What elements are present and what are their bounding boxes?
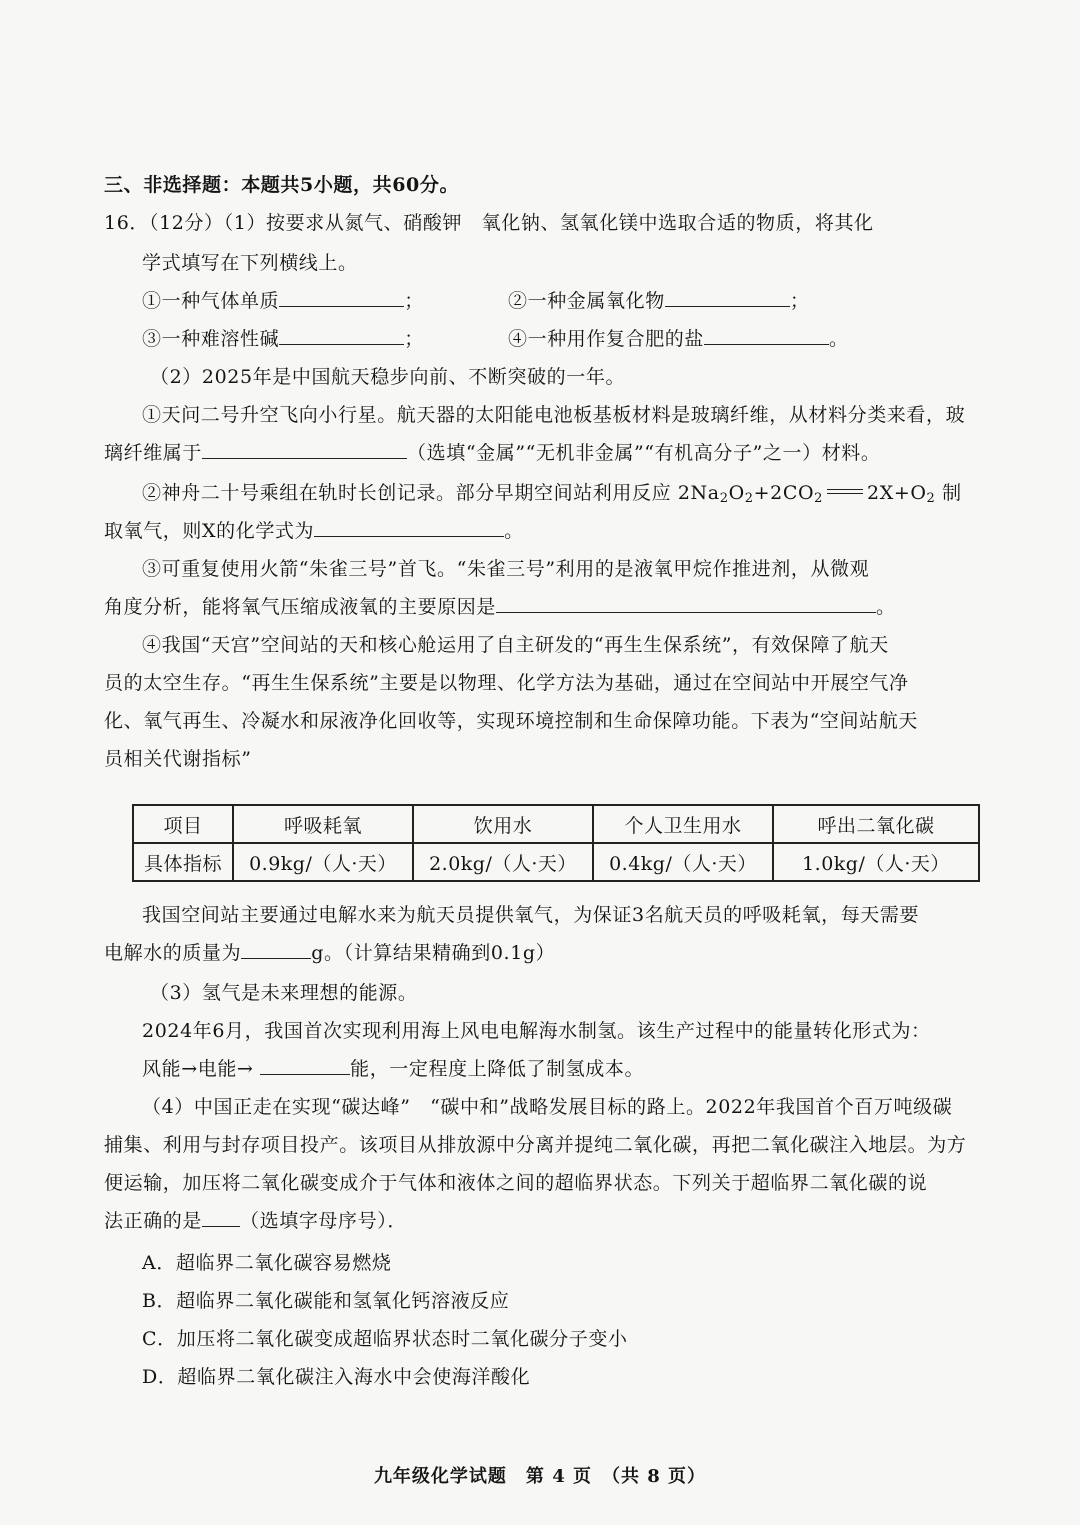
subscript: 2 — [926, 491, 936, 506]
subscript: 2 — [744, 491, 754, 506]
option-b[interactable]: B．超临界二氧化碳能和氢氧化钙溶液反应 — [142, 1290, 510, 1312]
part2-title: （2）2025年是中国航天稳步向前、不断突破的一年。 — [150, 366, 626, 388]
table-cell: 项目 — [133, 805, 233, 843]
blank-1-label: ①一种气体单质 — [142, 290, 280, 312]
text: 风能→电能→ — [142, 1058, 261, 1080]
option-c[interactable]: C．加压将二氧化碳变成超临界状态时二氧化碳分子变小 — [142, 1328, 628, 1350]
answer-line[interactable] — [279, 326, 404, 345]
text: （选填“金属”“无机非金属”“有机高分子”之一）材料。 — [407, 442, 881, 464]
part4-line-b: 捕集、利用与封存项目投产。该项目从排放源中分离并提纯二氧化碳，再把二氧化碳注入地层。为方 — [104, 1134, 967, 1156]
answer-line[interactable] — [704, 326, 829, 345]
punct: 。 — [504, 520, 524, 542]
answer-line[interactable] — [260, 1056, 350, 1075]
table-header-row — [133, 805, 979, 843]
answer-line[interactable] — [279, 288, 404, 307]
text: 能，一定程度上降低了制氢成本。 — [350, 1058, 645, 1080]
table-cell: 呼吸耗氧 — [233, 805, 413, 843]
table-cell: 饮用水 — [413, 805, 593, 843]
q16-head: 16．（12分）（1）按要求从氮气、硝酸钾 氧化钠、氢氧化镁中选取合适的物质，将其化 — [104, 212, 874, 234]
punct: ； — [789, 290, 810, 312]
text: 电解水的质量为 — [104, 942, 242, 964]
text: 璃纤维属于 — [104, 442, 203, 464]
blank-gas-element — [142, 288, 424, 314]
answer-line[interactable] — [202, 440, 407, 459]
answer-line[interactable] — [202, 1208, 240, 1227]
after-table-line-a: 我国空间站主要通过电解水来为航天员提供氧气，为保证3名航天员的呼吸耗氧，每天需要 — [142, 904, 920, 926]
part2-4-line-c: 化、氧气再生、冷凝水和尿液净化回收等，实现环境控制和生命保障功能。下表为“空间站航天 — [104, 710, 918, 732]
table-cell: 具体指标 — [133, 843, 233, 881]
text: g。（计算结果精确到0.1g） — [311, 942, 556, 964]
text: +2CO — [753, 482, 815, 504]
text: 制 — [942, 482, 962, 504]
blank-3-label: ③一种难溶性碱 — [142, 328, 280, 350]
part2-3-line-b — [104, 594, 896, 620]
part2-1-line-a: ①天问二号升空飞向小行星。航天器的太阳能电池板基板材料是玻璃纤维，从材料分类来看，玻 — [142, 404, 966, 426]
part3-line-a: 2024年6月，我国首次实现利用海上风电电解海水制氢。该生产过程中的能量转化形式为： — [142, 1020, 931, 1042]
table-cell: 2.0kg/（人·天） — [413, 843, 593, 881]
q16-head-2: 学式填写在下列横线上。 — [142, 252, 358, 274]
part2-2-line-a — [142, 480, 962, 512]
part2-4-line-d: 员相关代谢指标” — [104, 748, 252, 770]
part3-line-b — [142, 1056, 644, 1082]
blank-metal-oxide — [508, 288, 809, 314]
part4-line-d — [104, 1208, 407, 1234]
blank-2-label: ②一种金属氧化物 — [508, 290, 665, 312]
part4-line-c: 便运输，加压将二氧化碳变成介于气体和液体之间的超临界状态。下列关于超临界二氧化碳的说 — [104, 1172, 928, 1194]
part2-3-line-a: ③可重复使用火箭“朱雀三号”首飞。“朱雀三号”利用的是液氧甲烷作推进剂，从微观 — [142, 558, 870, 580]
section-title: 三、非选择题：本题共5小题，共60分。 — [104, 174, 460, 196]
text: ②神舟二十号乘组在轨时长创记录。部分早期空间站利用反应 2Na — [142, 482, 720, 504]
punct: 。 — [829, 328, 849, 350]
table-cell: 呼出二氧化碳 — [773, 805, 979, 843]
blank-4-label: ④一种用作复合肥的盐 — [508, 328, 705, 350]
subscript: 2 — [814, 491, 824, 506]
part3-title: （3）氢气是未来理想的能源。 — [150, 982, 418, 1004]
page-footer: 九年级化学试题 第 4 页 （共 8 页） — [373, 1466, 707, 1487]
text: O — [728, 482, 745, 504]
punct: ； — [404, 290, 424, 312]
table-cell: 0.4kg/（人·天） — [593, 843, 773, 881]
blank-compound-fertilizer — [508, 326, 849, 352]
part2-4-line-b: 员的太空生存。“再生生保系统”主要是以物理、化学方法为基础，通过在空间站中开展空气净 — [104, 672, 909, 694]
answer-line[interactable] — [496, 594, 876, 613]
text: 法正确的是 — [104, 1210, 203, 1232]
text: 2X+O — [867, 482, 927, 504]
text: （选填字母序号）． — [240, 1210, 407, 1232]
blank-insoluble-base — [142, 326, 424, 352]
text: 角度分析，能将氧气压缩成液氧的主要原因是 — [104, 596, 497, 618]
punct: ； — [404, 328, 424, 350]
table-row — [133, 843, 979, 881]
punct: 。 — [876, 596, 896, 618]
option-d[interactable]: D．超临界二氧化碳注入海水中会使海洋酸化 — [142, 1366, 531, 1388]
option-a[interactable]: A．超临界二氧化碳容易燃烧 — [142, 1252, 392, 1274]
text: 取氧气，则X的化学式为 — [104, 520, 315, 542]
part2-1-line-b — [104, 440, 881, 466]
part2-4-line-a: ④我国“天宫”空间站的天和核心舱运用了自主研发的“再生生保系统”，有效保障了航天 — [142, 634, 889, 656]
table-cell: 0.9kg/（人·天） — [233, 843, 413, 881]
part4-line-a: （4）中国正走在实现“碳达峰” “碳中和”战略发展目标的路上。2022年我国首个百万吨级碳 — [142, 1096, 953, 1118]
subscript: 2 — [719, 491, 729, 506]
equals-sign — [827, 489, 863, 494]
table-cell: 个人卫生用水 — [593, 805, 773, 843]
answer-line[interactable] — [665, 288, 790, 307]
part2-2-line-b — [104, 518, 524, 544]
answer-line[interactable] — [314, 518, 504, 537]
table-cell: 1.0kg/（人·天） — [773, 843, 979, 881]
after-table-line-b — [104, 940, 555, 966]
answer-line[interactable] — [241, 940, 311, 959]
metabolism-table — [132, 804, 980, 882]
